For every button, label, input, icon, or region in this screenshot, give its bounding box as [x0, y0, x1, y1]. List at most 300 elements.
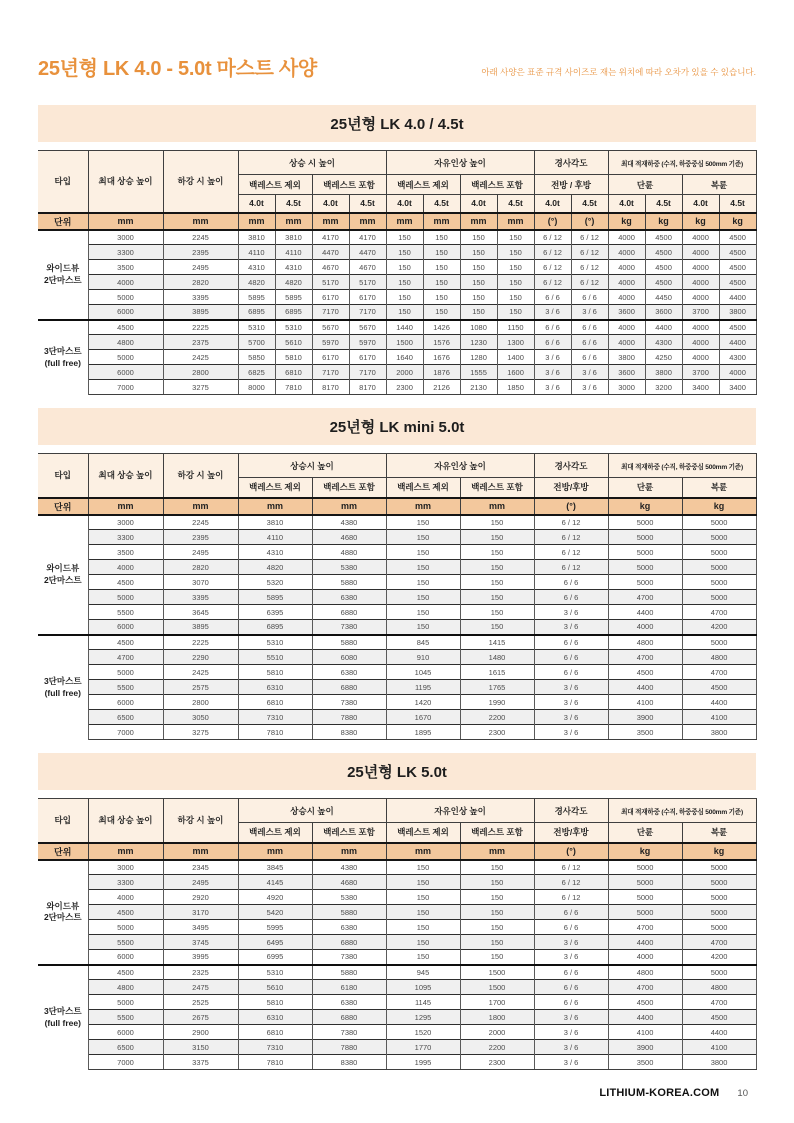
spec-value-cell: 150 — [386, 935, 460, 950]
spec-value-cell: 4700 — [682, 995, 756, 1010]
spec-value-cell: 3 / 6 — [534, 710, 608, 725]
spec-value-cell: 5000 — [682, 560, 756, 575]
spec-value-cell: 4500 — [719, 260, 756, 275]
spec-value-cell: 2000 — [460, 1025, 534, 1040]
col-header-backrest-excluded: 백레스트 제외 — [238, 175, 312, 195]
spec-value-cell: 4000 — [719, 365, 756, 380]
spec-value-cell: 4000 — [608, 245, 645, 260]
spec-value-cell: 150 — [423, 305, 460, 320]
spec-value-cell: 150 — [460, 860, 534, 875]
spec-value-cell: 6 / 6 — [534, 905, 608, 920]
table-title-lk-mini-5t: 25년형 LK mini 5.0t — [38, 408, 756, 445]
spec-value-cell: 8380 — [312, 1055, 386, 1070]
spec-value-cell: 5310 — [238, 965, 312, 980]
spec-value-cell: 1765 — [460, 680, 534, 695]
spec-value-cell: 6080 — [312, 650, 386, 665]
col-header-backrest-excluded: 백레스트 제외 — [386, 823, 460, 843]
spec-value-cell: 2395 — [163, 245, 238, 260]
spec-value-cell: 4820 — [275, 275, 312, 290]
table-row — [38, 365, 756, 380]
spec-value-cell: 3 / 6 — [571, 380, 608, 395]
spec-value-cell: 150 — [460, 560, 534, 575]
spec-value-cell: 5995 — [238, 920, 312, 935]
spec-value-cell: 4000 — [88, 275, 163, 290]
unit-cell: mm — [460, 213, 497, 230]
spec-value-cell: 4800 — [608, 965, 682, 980]
col-header-free-lift-height: 자유인상 높이 — [386, 151, 534, 175]
unit-cell: mm — [386, 843, 460, 860]
spec-value-cell: 5170 — [312, 275, 349, 290]
spec-value-cell: 3070 — [163, 575, 238, 590]
spec-value-cell: 4500 — [719, 245, 756, 260]
col-header-tonnage: 4.0t — [312, 195, 349, 213]
unit-cell: (°) — [534, 213, 571, 230]
spec-value-cell: 6 / 12 — [534, 860, 608, 875]
spec-value-cell: 4800 — [608, 635, 682, 650]
spec-value-cell: 3375 — [163, 1055, 238, 1070]
mast-type-line: 와이드뷰 — [46, 563, 80, 574]
spec-value-cell: 5670 — [349, 320, 386, 335]
spec-value-cell: 6 / 6 — [534, 635, 608, 650]
spec-value-cell: 6 / 12 — [534, 245, 571, 260]
col-header-double-tire: 복륜 — [682, 175, 756, 195]
spec-value-cell: 5500 — [88, 605, 163, 620]
spec-value-cell: 4100 — [608, 695, 682, 710]
spec-value-cell: 3 / 6 — [571, 365, 608, 380]
spec-value-cell: 6 / 6 — [571, 320, 608, 335]
spec-value-cell: 150 — [460, 950, 534, 965]
spec-value-cell: 8000 — [238, 380, 275, 395]
spec-value-cell: 4400 — [608, 935, 682, 950]
spec-value-cell: 6000 — [88, 365, 163, 380]
spec-value-cell: 4110 — [275, 245, 312, 260]
spec-value-cell: 150 — [460, 920, 534, 935]
spec-value-cell: 7380 — [312, 1025, 386, 1040]
spec-value-cell: 3800 — [682, 725, 756, 740]
spec-value-cell: 3 / 6 — [534, 605, 608, 620]
unit-cell: kg — [608, 843, 682, 860]
spec-value-cell: 3 / 6 — [534, 1010, 608, 1025]
spec-value-cell: 150 — [386, 590, 460, 605]
spec-value-cell: 150 — [460, 545, 534, 560]
spec-value-cell: 4400 — [608, 680, 682, 695]
col-header-tonnage: 4.5t — [349, 195, 386, 213]
spec-value-cell: 5380 — [312, 560, 386, 575]
spec-value-cell: 4680 — [312, 875, 386, 890]
spec-value-cell: 3170 — [163, 905, 238, 920]
spec-value-cell: 1480 — [460, 650, 534, 665]
table-row — [38, 860, 756, 875]
spec-value-cell: 5000 — [608, 875, 682, 890]
table-row — [38, 260, 756, 275]
unit-cell: mm — [163, 498, 238, 515]
spec-value-cell: 5000 — [682, 965, 756, 980]
unit-cell: mm — [312, 498, 386, 515]
col-header-single-tire: 단륜 — [608, 478, 682, 498]
spec-value-cell: 6 / 6 — [534, 995, 608, 1010]
spec-value-cell: 6310 — [238, 1010, 312, 1025]
col-header-lift-height: 상승시 높이 — [238, 454, 386, 478]
spec-value-cell: 7310 — [238, 710, 312, 725]
col-header-backrest-included: 백레스트 포함 — [312, 823, 386, 843]
spec-value-cell: 4170 — [312, 230, 349, 245]
spec-value-cell: 2225 — [163, 635, 238, 650]
spec-value-cell: 3 / 6 — [534, 935, 608, 950]
table-title-lk-5t: 25년형 LK 5.0t — [38, 753, 756, 790]
spec-value-cell: 1440 — [386, 320, 423, 335]
spec-value-cell: 2800 — [163, 365, 238, 380]
col-header-lift-height: 상승 시 높이 — [238, 151, 386, 175]
spec-value-cell: 1045 — [386, 665, 460, 680]
spec-value-cell: 3400 — [682, 380, 719, 395]
spec-value-cell: 2290 — [163, 650, 238, 665]
page-header — [38, 52, 756, 81]
spec-value-cell: 7170 — [312, 365, 349, 380]
spec-value-cell: 3800 — [608, 350, 645, 365]
spec-value-cell: 4110 — [238, 530, 312, 545]
table-row — [38, 350, 756, 365]
spec-value-cell: 6895 — [275, 305, 312, 320]
spec-value-cell: 1230 — [460, 335, 497, 350]
col-header-max-lift-height: 최대 상승 높이 — [88, 454, 163, 498]
spec-value-cell: 4400 — [682, 1025, 756, 1040]
spec-value-cell: 3800 — [645, 365, 682, 380]
spec-value-cell: 6880 — [312, 680, 386, 695]
col-header-tonnage: 4.0t — [534, 195, 571, 213]
spec-value-cell: 3200 — [645, 380, 682, 395]
spec-value-cell: 150 — [497, 275, 534, 290]
spec-value-cell: 945 — [386, 965, 460, 980]
table-row — [38, 380, 756, 395]
col-header-tonnage: 4.0t — [460, 195, 497, 213]
spec-value-cell: 4700 — [682, 605, 756, 620]
spec-value-cell: 6000 — [88, 620, 163, 635]
spec-value-cell: 7170 — [349, 365, 386, 380]
spec-value-cell: 4300 — [645, 335, 682, 350]
spec-value-cell: 150 — [386, 875, 460, 890]
spec-value-cell: 4800 — [88, 980, 163, 995]
spec-value-cell: 3600 — [645, 305, 682, 320]
table-row — [38, 1025, 756, 1040]
spec-value-cell: 1280 — [460, 350, 497, 365]
spec-value-cell: 2475 — [163, 980, 238, 995]
spec-value-cell: 3800 — [682, 1055, 756, 1070]
spec-value-cell: 5000 — [682, 890, 756, 905]
spec-value-cell: 4310 — [275, 260, 312, 275]
spec-value-cell: 4000 — [88, 890, 163, 905]
spec-table-lk-5t — [38, 798, 757, 1070]
spec-value-cell: 4700 — [608, 920, 682, 935]
spec-value-cell: 4500 — [645, 230, 682, 245]
spec-value-cell: 1500 — [386, 335, 423, 350]
col-header-backrest-excluded: 백레스트 제외 — [386, 175, 460, 195]
spec-value-cell: 3 / 6 — [534, 1025, 608, 1040]
table-section-lk-5t — [38, 753, 756, 1070]
spec-value-cell: 2495 — [163, 875, 238, 890]
spec-value-cell: 6380 — [312, 590, 386, 605]
spec-value-cell: 5000 — [88, 350, 163, 365]
unit-row — [38, 498, 756, 515]
spec-value-cell: 5320 — [238, 575, 312, 590]
spec-value-cell: 3845 — [238, 860, 312, 875]
spec-value-cell: 4000 — [682, 275, 719, 290]
spec-value-cell: 3400 — [719, 380, 756, 395]
spec-value-cell: 1415 — [460, 635, 534, 650]
spec-value-cell: 1400 — [497, 350, 534, 365]
spec-value-cell: 4700 — [608, 980, 682, 995]
col-header-type: 타입 — [38, 799, 88, 843]
unit-cell: mm — [312, 213, 349, 230]
spec-value-cell: 4380 — [312, 860, 386, 875]
unit-cell: kg — [682, 498, 756, 515]
table-row — [38, 1055, 756, 1070]
table-row — [38, 560, 756, 575]
col-header-type: 타입 — [38, 454, 88, 498]
mast-type-cell — [38, 230, 88, 320]
table-row — [38, 590, 756, 605]
spec-value-cell: 3745 — [163, 935, 238, 950]
spec-value-cell: 4700 — [682, 935, 756, 950]
spec-value-cell: 6895 — [238, 620, 312, 635]
mast-type-line: 2단마스트 — [43, 574, 82, 585]
spec-value-cell: 6380 — [312, 995, 386, 1010]
spec-value-cell: 5880 — [312, 965, 386, 980]
unit-cell: (°) — [534, 498, 608, 515]
spec-value-cell: 3895 — [163, 620, 238, 635]
spec-value-cell: 4000 — [608, 260, 645, 275]
spec-value-cell: 3810 — [238, 230, 275, 245]
spec-value-cell: 4500 — [682, 680, 756, 695]
mast-type-line: 3단마스트 — [43, 676, 82, 687]
spec-value-cell: 4000 — [608, 320, 645, 335]
spec-value-cell: 150 — [386, 245, 423, 260]
spec-value-cell: 1576 — [423, 335, 460, 350]
unit-cell: mm — [163, 213, 238, 230]
spec-value-cell: 4500 — [88, 575, 163, 590]
spec-value-cell: 6 / 12 — [534, 230, 571, 245]
spec-value-cell: 4400 — [608, 605, 682, 620]
col-header-tonnage: 4.0t — [386, 195, 423, 213]
spec-value-cell: 6825 — [238, 365, 275, 380]
spec-value-cell: 150 — [386, 950, 460, 965]
spec-value-cell: 6 / 6 — [534, 290, 571, 305]
spec-value-cell: 2575 — [163, 680, 238, 695]
spec-value-cell: 3995 — [163, 950, 238, 965]
spec-value-cell: 1150 — [497, 320, 534, 335]
spec-value-cell: 4400 — [719, 335, 756, 350]
table-row — [38, 635, 756, 650]
col-header-max-lift-height: 최대 상승 높이 — [88, 151, 163, 213]
spec-value-cell: 150 — [423, 275, 460, 290]
spec-value-cell: 2800 — [163, 695, 238, 710]
unit-cell: mm — [88, 213, 163, 230]
spec-value-cell: 4500 — [88, 320, 163, 335]
spec-value-cell: 6500 — [88, 710, 163, 725]
spec-value-cell: 4000 — [88, 560, 163, 575]
spec-value-cell: 5895 — [238, 590, 312, 605]
unit-cell: kg — [682, 843, 756, 860]
col-header-tonnage: 4.0t — [682, 195, 719, 213]
spec-value-cell: 4800 — [88, 335, 163, 350]
spec-value-cell: 4700 — [682, 665, 756, 680]
spec-value-cell: 5000 — [88, 665, 163, 680]
col-header-tilt-angle: 경사각도 — [534, 799, 608, 823]
spec-value-cell: 5610 — [275, 335, 312, 350]
spec-value-cell: 150 — [460, 935, 534, 950]
table-row — [38, 245, 756, 260]
spec-value-cell: 1615 — [460, 665, 534, 680]
col-header-single-tire: 단륜 — [608, 823, 682, 843]
unit-cell: mm — [460, 498, 534, 515]
spec-value-cell: 150 — [423, 260, 460, 275]
spec-value-cell: 2325 — [163, 965, 238, 980]
spec-value-cell: 5000 — [682, 575, 756, 590]
mast-type-cell — [38, 515, 88, 635]
unit-cell: kg — [682, 213, 719, 230]
spec-value-cell: 6 / 6 — [534, 320, 571, 335]
col-header-double-tire: 복륜 — [682, 823, 756, 843]
spec-value-cell: 4400 — [608, 1010, 682, 1025]
spec-value-cell: 4250 — [645, 350, 682, 365]
spec-value-cell: 5880 — [312, 575, 386, 590]
spec-value-cell: 4680 — [312, 530, 386, 545]
mast-type-line: 3단마스트 — [43, 1006, 82, 1017]
table-row — [38, 1010, 756, 1025]
spec-value-cell: 5000 — [682, 905, 756, 920]
mast-type-line: (full free) — [44, 687, 81, 698]
spec-value-cell: 2495 — [163, 260, 238, 275]
spec-value-cell: 4670 — [312, 260, 349, 275]
spec-value-cell: 2300 — [460, 725, 534, 740]
unit-cell: mm — [386, 213, 423, 230]
spec-value-cell: 4800 — [682, 980, 756, 995]
spec-value-cell: 1600 — [497, 365, 534, 380]
table-row — [38, 530, 756, 545]
spec-value-cell: 150 — [460, 575, 534, 590]
spec-value-cell: 5000 — [682, 860, 756, 875]
table-row — [38, 320, 756, 335]
spec-value-cell: 4100 — [608, 1025, 682, 1040]
spec-value-cell: 5000 — [608, 530, 682, 545]
spec-value-cell: 4450 — [645, 290, 682, 305]
spec-value-cell: 150 — [460, 260, 497, 275]
spec-value-cell: 4000 — [608, 230, 645, 245]
col-header-tonnage: 4.5t — [423, 195, 460, 213]
col-header-backrest-excluded: 백레스트 제외 — [386, 478, 460, 498]
spec-value-cell: 2345 — [163, 860, 238, 875]
spec-value-cell: 6 / 6 — [534, 335, 571, 350]
spec-value-cell: 6880 — [312, 1010, 386, 1025]
spec-value-cell: 1876 — [423, 365, 460, 380]
spec-value-cell: 4880 — [312, 545, 386, 560]
spec-value-cell: 4145 — [238, 875, 312, 890]
unit-cell: kg — [719, 213, 756, 230]
spec-value-cell: 2820 — [163, 275, 238, 290]
spec-value-cell: 7380 — [312, 695, 386, 710]
spec-value-cell: 150 — [460, 305, 497, 320]
spec-value-cell: 2300 — [386, 380, 423, 395]
spec-value-cell: 150 — [460, 905, 534, 920]
spec-value-cell: 1640 — [386, 350, 423, 365]
spec-value-cell: 7810 — [238, 1055, 312, 1070]
spec-value-cell: 4470 — [312, 245, 349, 260]
unit-cell: mm — [275, 213, 312, 230]
spec-value-cell: 150 — [386, 290, 423, 305]
spec-value-cell: 1426 — [423, 320, 460, 335]
unit-row — [38, 213, 756, 230]
spec-value-cell: 7380 — [312, 620, 386, 635]
spec-value-cell: 1990 — [460, 695, 534, 710]
spec-value-cell: 1770 — [386, 1040, 460, 1055]
spec-value-cell: 150 — [497, 290, 534, 305]
unit-cell: mm — [460, 843, 534, 860]
unit-row — [38, 843, 756, 860]
spec-value-cell: 7310 — [238, 1040, 312, 1055]
spec-value-cell: 3275 — [163, 725, 238, 740]
col-header-backrest-included: 백레스트 포함 — [312, 175, 386, 195]
spec-value-cell: 6380 — [312, 920, 386, 935]
spec-value-cell: 5000 — [608, 515, 682, 530]
spec-value-cell: 2375 — [163, 335, 238, 350]
spec-value-cell: 4700 — [608, 590, 682, 605]
spec-value-cell: 150 — [460, 590, 534, 605]
spec-value-cell: 4000 — [608, 950, 682, 965]
spec-value-cell: 1145 — [386, 995, 460, 1010]
spec-value-cell: 1670 — [386, 710, 460, 725]
table-row — [38, 980, 756, 995]
spec-value-cell: 4700 — [608, 650, 682, 665]
spec-value-cell: 3495 — [163, 920, 238, 935]
spec-value-cell: 150 — [460, 275, 497, 290]
spec-value-cell: 6 / 12 — [571, 275, 608, 290]
spec-value-cell: 3 / 6 — [571, 305, 608, 320]
spec-value-cell: 4800 — [682, 650, 756, 665]
page-subtitle: 아래 사양은 표준 규격 사이즈로 재는 위치에 따라 오차가 있을 수 있습니다. — [481, 67, 756, 77]
spec-value-cell: 3 / 6 — [534, 365, 571, 380]
spec-value-cell: 6810 — [275, 365, 312, 380]
col-header-backrest-included: 백레스트 포함 — [460, 478, 534, 498]
spec-value-cell: 4500 — [608, 995, 682, 1010]
spec-value-cell: 2920 — [163, 890, 238, 905]
spec-value-cell: 6 / 6 — [534, 590, 608, 605]
spec-table-lk-4-45t — [38, 150, 757, 395]
spec-value-cell: 4500 — [719, 275, 756, 290]
col-header-lowered-height: 하강 시 높이 — [163, 151, 238, 213]
spec-value-cell: 6000 — [88, 695, 163, 710]
spec-value-cell: 5810 — [238, 995, 312, 1010]
spec-value-cell: 6995 — [238, 950, 312, 965]
spec-value-cell: 3395 — [163, 590, 238, 605]
spec-value-cell: 5000 — [88, 290, 163, 305]
spec-value-cell: 5850 — [238, 350, 275, 365]
spec-value-cell: 6 / 6 — [571, 290, 608, 305]
spec-value-cell: 150 — [423, 245, 460, 260]
col-header-backrest-included: 백레스트 포함 — [312, 478, 386, 498]
spec-value-cell: 150 — [460, 230, 497, 245]
spec-value-cell: 1420 — [386, 695, 460, 710]
spec-value-cell: 150 — [386, 275, 423, 290]
table-row — [38, 650, 756, 665]
spec-value-cell: 6170 — [349, 290, 386, 305]
spec-value-cell: 6 / 6 — [534, 665, 608, 680]
spec-value-cell: 3810 — [275, 230, 312, 245]
col-header-lowered-height: 하강 시 높이 — [163, 799, 238, 843]
spec-value-cell: 6 / 12 — [571, 230, 608, 245]
mast-type-line: 2단마스트 — [43, 912, 82, 922]
spec-value-cell: 5970 — [312, 335, 349, 350]
col-header-tonnage: 4.5t — [497, 195, 534, 213]
spec-value-cell: 2000 — [386, 365, 423, 380]
